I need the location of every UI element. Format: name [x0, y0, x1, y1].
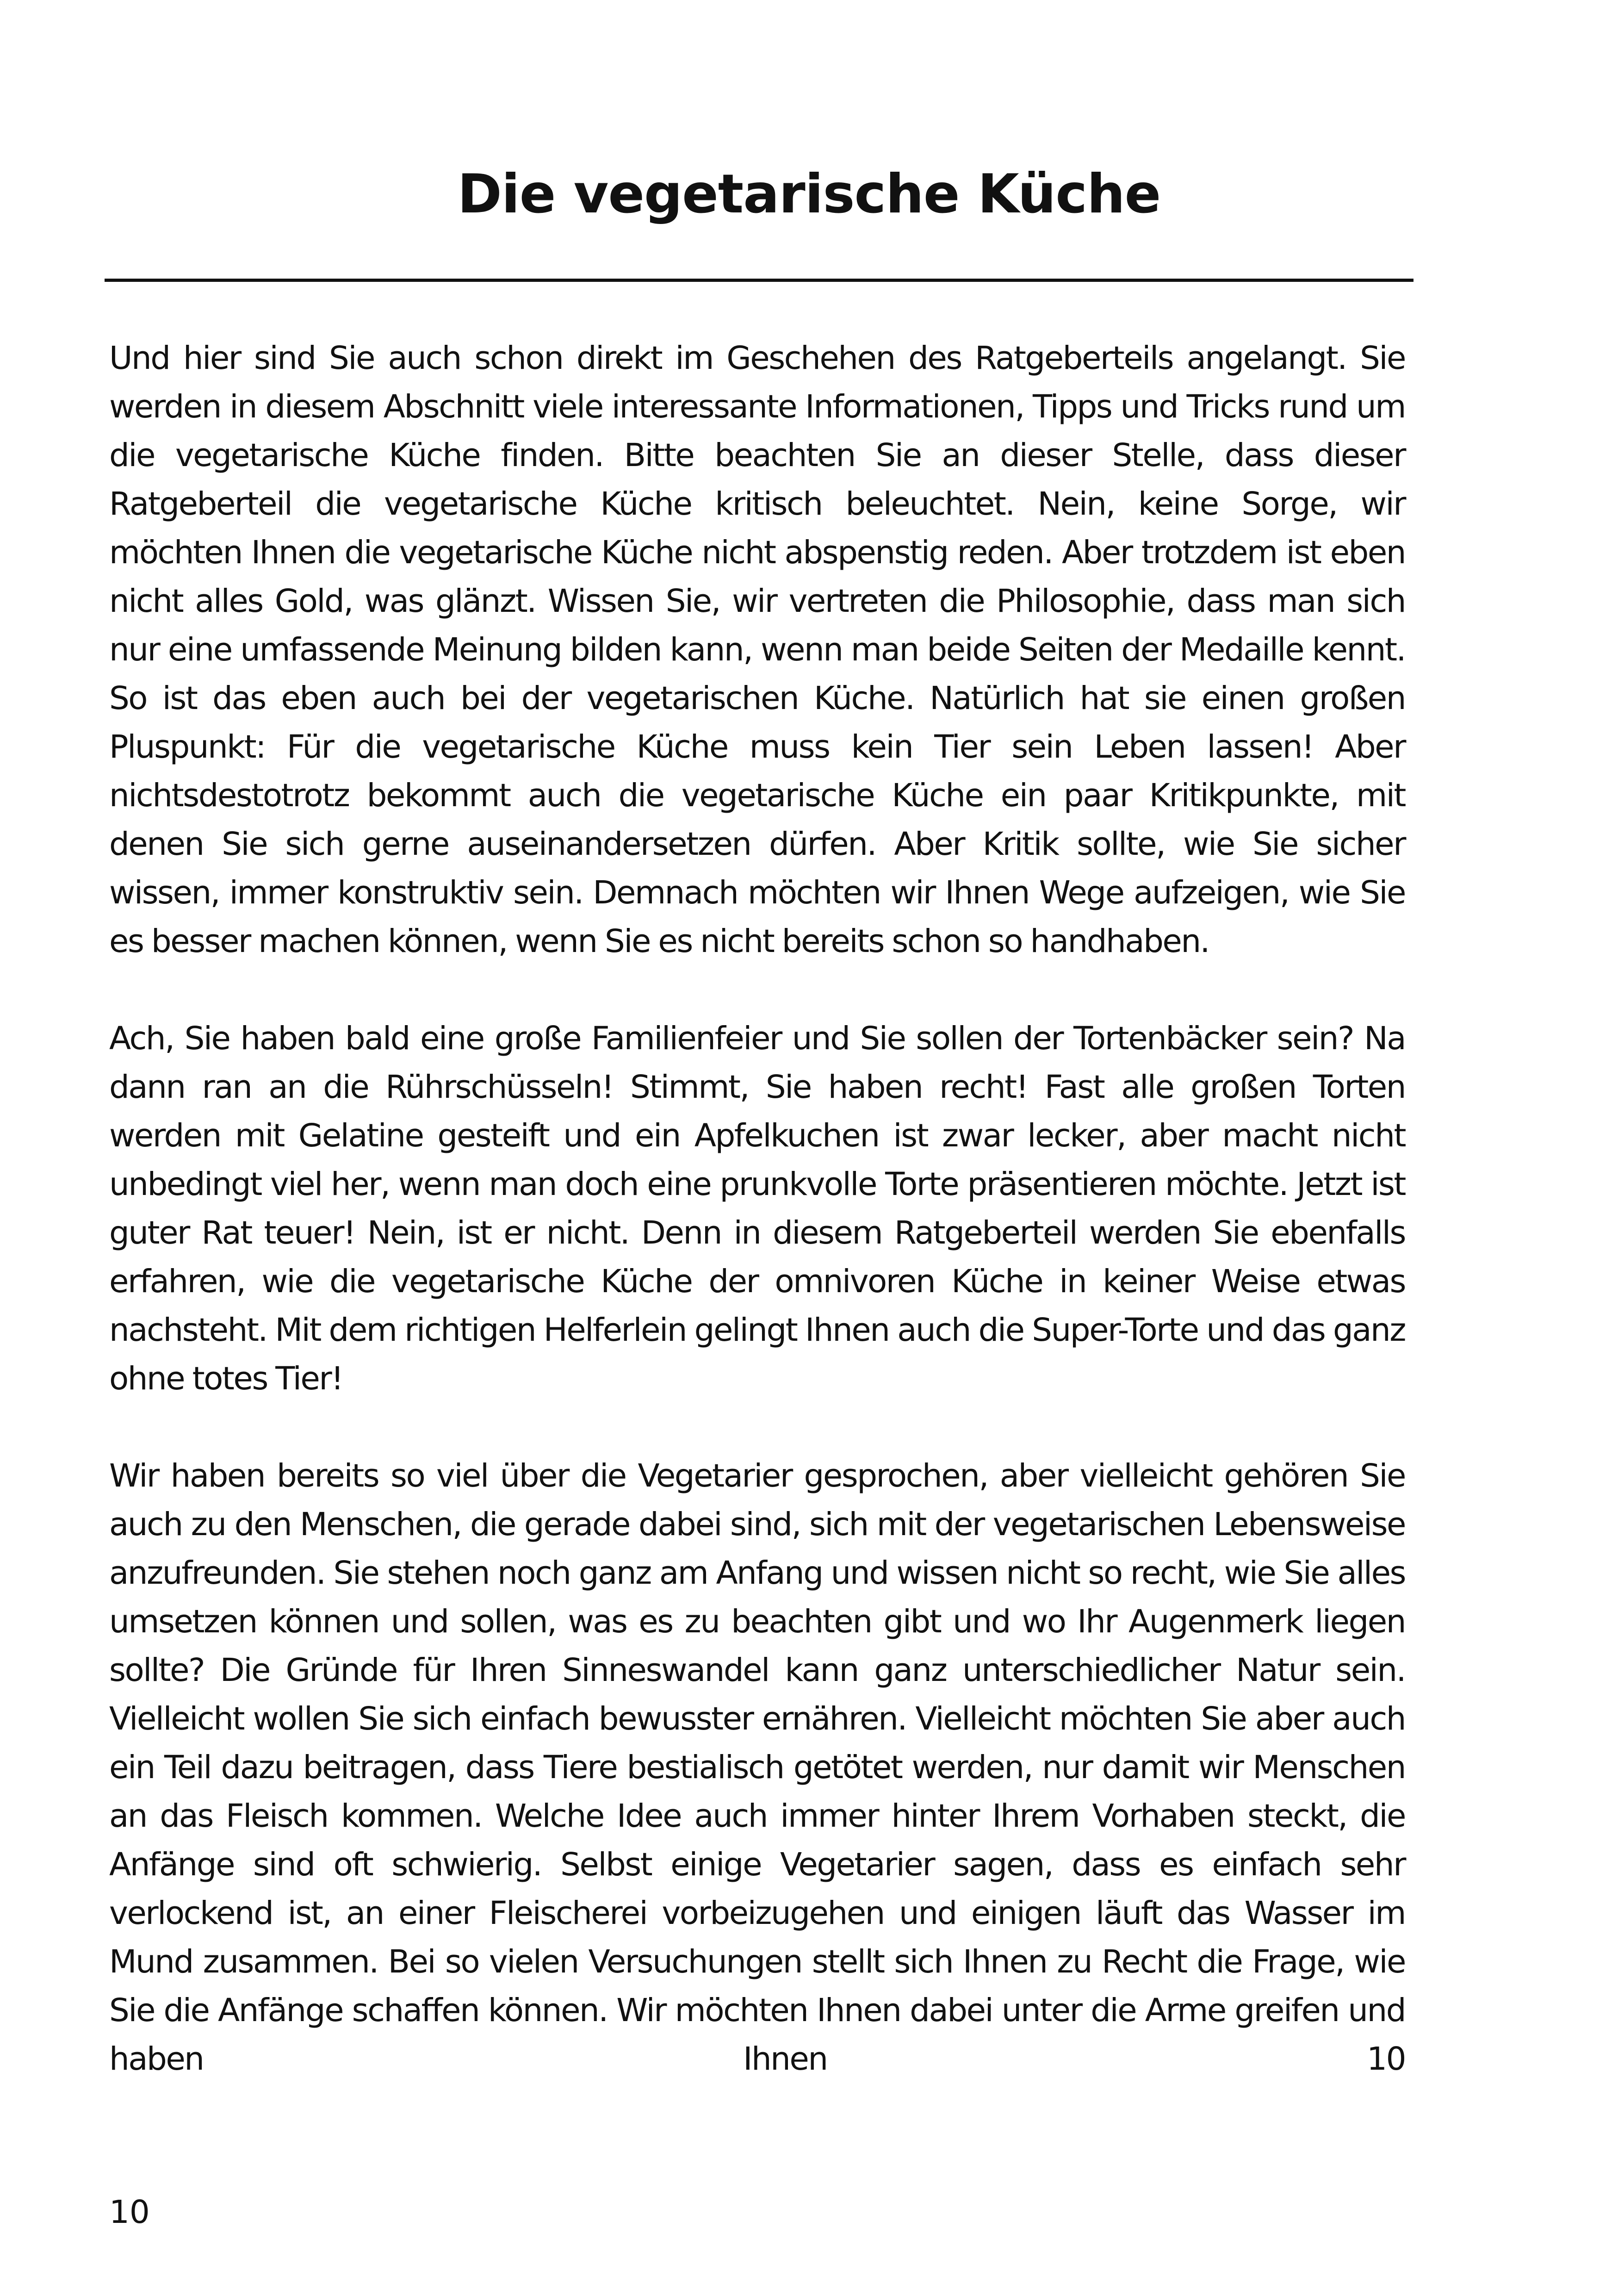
- page-title: Die vegetarische Küche: [457, 163, 1161, 225]
- body-text: [109, 334, 1405, 2084]
- page-number: 10: [109, 2194, 150, 2231]
- title-divider: [105, 279, 1413, 282]
- paragraph-2: Ach, Sie haben bald eine große Familienfeier und Sie sollen der Tortenbäcker sein? Na dann ran an die Rührschüsseln! Stimmt, Sie haben recht! Fast alle großen Torten werden mit Gelatine gesteift und ein Apfelkuchen ist zwar lecker, aber macht nicht unbedingt viel her, wenn man doch eine prunkvolle Torte präsentieren möchte. Jetzt ist guter Rat teuer! Nein, ist er nicht. Denn in diesem Ratgeberteil werden Sie ebenfalls erfahren, wie die vegetarische Küche der omnivoren Küche in keiner Weise etwas nachsteht. Mit dem richtigen Helferlein gelingt Ihnen auch die Super-Torte und das ganz ohne totes Tier!: [109, 1020, 1405, 1397]
- paragraph-3: Wir haben bereits so viel über die Vegetarier gesprochen, aber vielleicht gehören Sie auch zu den Menschen, die gerade dabei sind, sich mit der vegetarischen Lebensweise anzufreunden. Sie stehen noch ganz am Anfang und wissen nicht so recht, wie Sie alles umsetzen können und sollen, was es zu beachten gibt und wo Ihr Augenmerk liegen sollte? Die Gründe für Ihren Sinneswandel kann ganz unterschiedlicher Natur sein. Vielleicht wollen Sie sich einfach bewusster ernähren. Vielleicht möchten Sie aber auch ein Teil dazu beitragen, dass Tiere bestialisch getötet werden, nur damit wir Menschen an das Fleisch kommen. Welche Idee auch immer hinter Ihrem Vorhaben steckt, die Anfänge sind oft schwierig. Selbst einige Vegetarier sagen, dass es einfach sehr verlockend ist, an einer Fleischerei vorbeizugehen und einigen läuft das Wasser im Mund zusammen. Bei so vielen Versuchungen stellt sich Ihnen zu Recht die Frage, wie Sie die Anfänge schaffen können. Wir möchten Ihnen dabei unter die Arme greifen und haben Ihnen 10: [109, 1457, 1405, 2078]
- paragraph-1: Und hier sind Sie auch schon direkt im Geschehen des Ratgeberteils angelangt. Sie werden in diesem Abschnitt viele interessante Informationen, Tipps und Tricks rund um die vegetarische Küche finden. Bitte beachten Sie an dieser Stelle, dass dieser Ratgeberteil die vegetarische Küche kritisch beleuchtet. Nein, keine Sorge, wir möchten Ihnen die vegetarische Küche nicht abspenstig reden. Aber trotzdem ist eben nicht alles Gold, was glänzt. Wissen Sie, wir vertreten die Philosophie, dass man sich nur eine umfassende Meinung bilden kann, wenn man beide Seiten der Medaille kennt. So ist das eben auch bei der vegetarischen Küche. Natürlich hat sie einen großen Pluspunkt: Für die vegetarische Küche muss kein Tier sein Leben lassen! Aber nichtsdestotrotz bekommt auch die vegetarische Küche ein paar Kritikpunkte, mit denen Sie sich gerne auseinandersetzen dürfen. Aber Kritik sollte, wie Sie sicher wissen, immer konstruktiv sein. Demnach möchten wir Ihnen Wege aufzeigen, wie Sie es besser machen können, wenn Sie es nicht bereits schon so handhaben.: [109, 340, 1405, 960]
